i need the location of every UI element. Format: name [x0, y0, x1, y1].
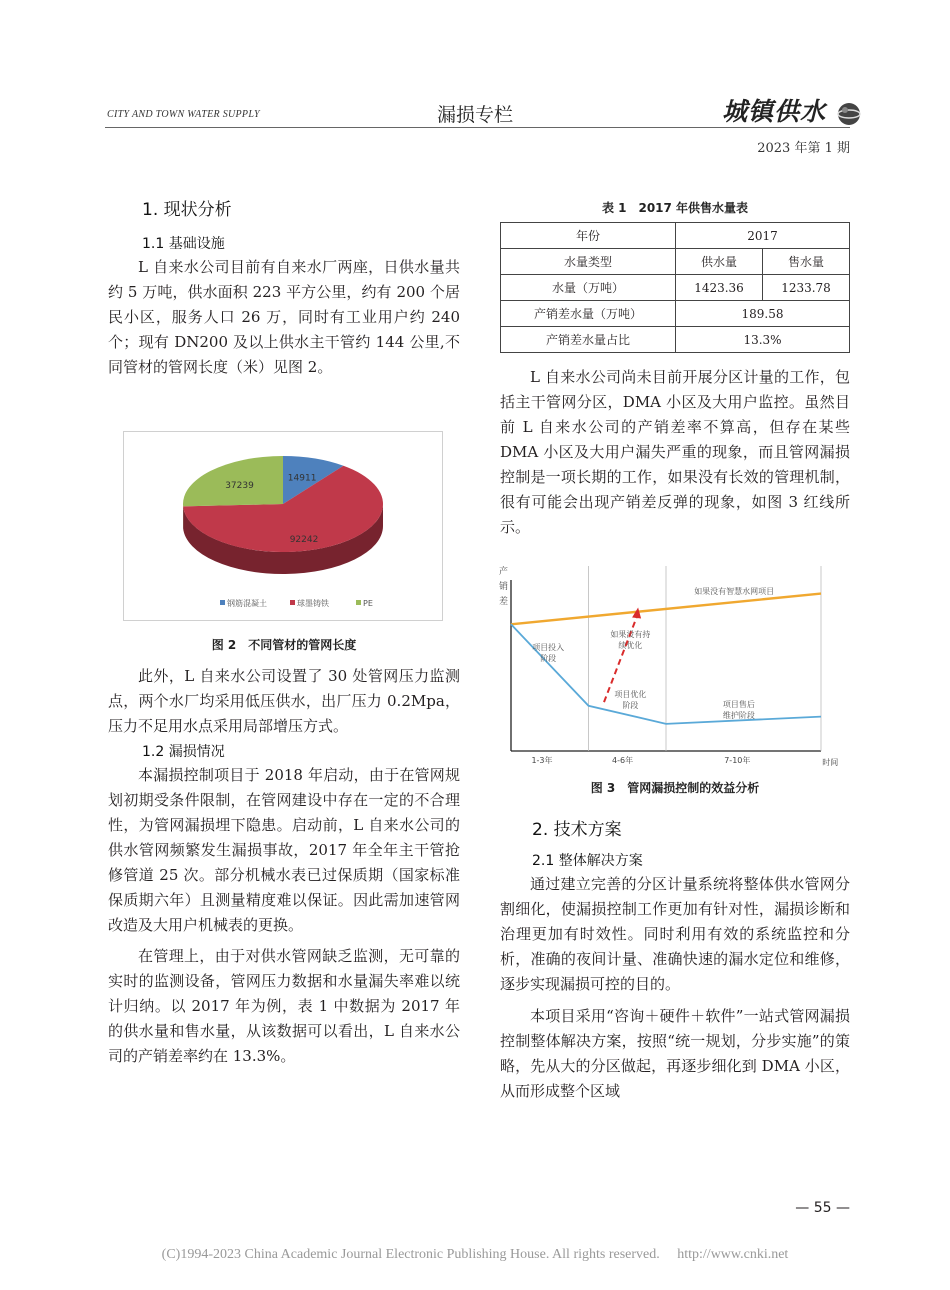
- table-cell: 1423.36: [676, 275, 763, 301]
- heading-1-2: 1.2 漏损情况: [142, 744, 225, 760]
- table-row: [501, 301, 850, 327]
- right-column-upper: [500, 365, 850, 540]
- table-1-caption: 表 1 2017 年供售水量表: [601, 201, 749, 215]
- journal-logo: [722, 92, 862, 128]
- annotation-label: 如果没有持续优化: [610, 630, 651, 650]
- table-1: [500, 222, 850, 353]
- legend-label: 球墨铸铁: [297, 599, 329, 608]
- paragraph-solution: 通过建立完善的分区计量系统将整体供水管网分割细化，使漏损控制工作更加有针对性，漏损诊断和治理更加有时效性。同时利用有效的系统监控和分析，准确的夜间计量、准确快速的漏水定位和维修，逐步实现漏损可控的目的。: [500, 875, 850, 993]
- figure-3-caption: 图 3 管网漏损控制的效益分析: [590, 781, 760, 795]
- pie-data-label: 14911: [287, 473, 317, 484]
- legend-swatch: [290, 600, 295, 605]
- table-cell: 售水量: [763, 249, 850, 275]
- table-row: [501, 249, 850, 275]
- table-cell: 产销差水量（万吨）: [501, 301, 676, 327]
- line-chart-svg: [496, 562, 850, 770]
- annotation-label: 如果没有智慧水网项目: [694, 587, 775, 596]
- figure-2-chart: [123, 431, 443, 621]
- table-cell: 年份: [501, 223, 676, 249]
- issue-number: 2023 年第 1 期: [757, 141, 850, 156]
- logo-text: 城镇供水: [722, 97, 827, 126]
- heading-2-1: 2.1 整体解决方案: [532, 853, 643, 869]
- annotation-label: 项目优化阶段: [614, 690, 647, 710]
- paragraph-leakage: 本漏损控制项目于 2018 年启动，由于在管网规划初期受条件限制，在管网建设中存在一定的不合理性，为管网漏损埋下隐患。启动前，L 自来水公司的供水管网频繁发生漏损事故，2017 年全年主干管抢修管道 25 次。部分机械水表已过保质期（国家标准保质期六年）且测量精度难以保证。因此需加速管网改造及大用户机械表的更换。: [108, 766, 460, 934]
- x-axis-label: 时间: [822, 758, 839, 767]
- paragraph-approach: 本项目采用“咨询＋硬件＋软件”一站式管网漏损控制整体解决方案，按照“统一规划，分步实施”的策略，先从大的分区做起，再逐步细化到 DMA 小区，从而形成整个区域: [500, 1007, 850, 1100]
- heading-section-2: 2. 技术方案: [532, 820, 622, 840]
- paragraph-management: 在管理上，由于对供水管网缺乏监测，无可靠的实时的监测设备，管网压力数据和水量漏失率难以统计归纳。以 2017 年为例，表 1 中数据为 2017 年的供水量和售水量，从该数据可以看出，L 自来水公司的产销差率约在 13.3%。: [108, 947, 460, 1065]
- figure-3-chart: [496, 562, 850, 770]
- legend-swatch: [356, 600, 361, 605]
- x-tick-label: 4-6年: [612, 756, 634, 765]
- table-cell: 189.58: [676, 301, 850, 327]
- left-column-lower: [108, 664, 460, 1069]
- series-line: [604, 613, 638, 702]
- table-cell: 2017: [676, 223, 850, 249]
- page-number: — 55 —: [795, 1200, 850, 1216]
- legend-label: PE: [363, 599, 373, 608]
- annotation-label: 项目投入阶段: [532, 643, 565, 663]
- legend-label: 钢筋混凝土: [227, 599, 267, 608]
- y-axis-label: 产: [499, 567, 509, 577]
- y-axis-label: 差: [499, 597, 509, 607]
- x-tick-label: 7-10年: [724, 756, 751, 765]
- heading-1-1: 1.1 基础设施: [142, 236, 225, 252]
- table-cell: 水量（万吨）: [501, 275, 676, 301]
- section-title: 漏损专栏: [436, 104, 513, 126]
- left-column: [108, 197, 460, 380]
- paragraph-pressure: 此外，L 自来水公司设置了 30 处管网压力监测点，两个水厂均采用低压供水，出厂压力 0.2Mpa，压力不足用水点采用局部增压方式。: [108, 667, 460, 735]
- table-row: [501, 327, 850, 353]
- table-row: [501, 275, 850, 301]
- x-tick-label: 1-3年: [531, 756, 553, 765]
- table-cell: 水量类型: [501, 249, 676, 275]
- table-cell: 13.3%: [676, 327, 850, 353]
- journal-english-title: CITY AND TOWN WATER SUPPLY: [107, 109, 260, 120]
- paragraph-dma: L 自来水公司尚未目前开展分区计量的工作，包括主干管网分区，DMA 小区及大用户监控。虽然目前 L 自来水公司的产销差率不算高，但存在某些 DMA 小区及大用户漏失严重的现象，而且管网漏损控制是一项长期的工作，如果没有长效的管理机制，很有可能会出现产销差反弹的现象，如图 3 红线所示。: [500, 368, 850, 536]
- globe-icon: [836, 101, 862, 127]
- right-column-lower: [500, 817, 850, 1104]
- paragraph-infrastructure: L 自来水公司目前有自来水厂两座，日供水量共约 5 万吨，供水面积 223 平方公里，约有 200 个居民小区，服务人口 26 万，同时有工业用户约 240 个；现有 DN200 及以上供水主干管约 144 公里,不同管材的管网长度（米）见图 2。: [108, 258, 460, 376]
- pie-data-label: 92242: [289, 534, 319, 545]
- y-axis-label: 销: [499, 582, 509, 592]
- pie-chart-svg: [124, 432, 442, 620]
- pie-data-label: 37239: [225, 481, 254, 492]
- table-cell: 供水量: [676, 249, 763, 275]
- annotation-label: 项目售后维护阶段: [722, 700, 755, 720]
- table-cell: 1233.78: [763, 275, 850, 301]
- figure-2-caption: 图 2 不同管材的管网长度: [211, 638, 357, 652]
- header-divider: [105, 127, 850, 128]
- table-row: [501, 223, 850, 249]
- legend-swatch: [220, 600, 225, 605]
- table-cell: 产销差水量占比: [501, 327, 676, 353]
- copyright-footer: (C)1994-2023 China Academic Journal Electronic Publishing House. All rights reserved. http://www.cnki.net: [161, 1247, 789, 1262]
- heading-section-1: 1. 现状分析: [142, 200, 232, 220]
